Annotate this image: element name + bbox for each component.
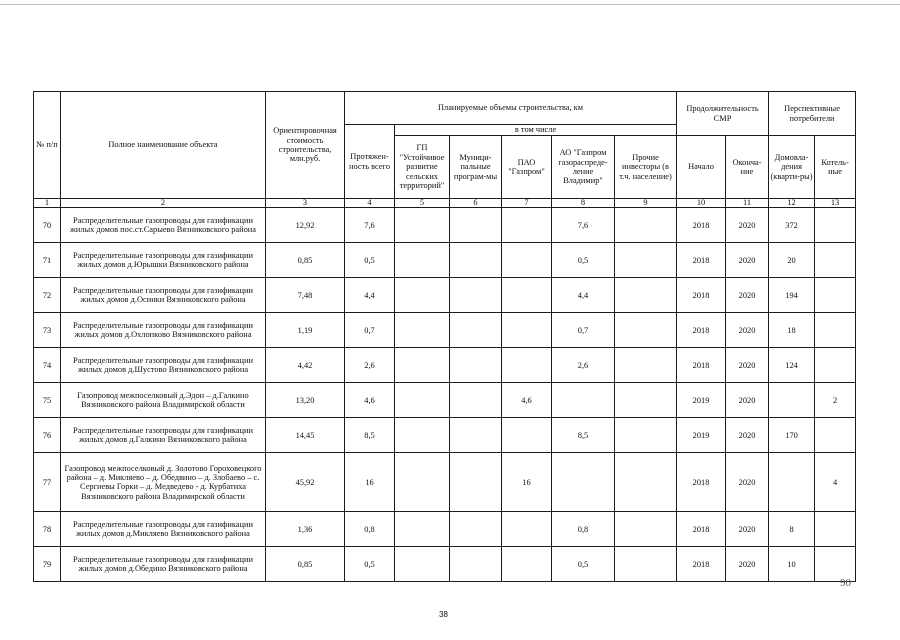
length-cell: 4,4: [345, 278, 395, 313]
other-investors-cell: [615, 278, 677, 313]
other-investors-cell: [615, 453, 677, 512]
start-year-cell: 2018: [677, 547, 726, 582]
row-number: 78: [34, 512, 61, 547]
start-year-cell: 2018: [677, 348, 726, 383]
object-name: Распределительные газопроводы для газификации жилых домов д.Обедино Вязниковского района: [61, 547, 266, 582]
pao-cell: 4,6: [502, 383, 552, 418]
header-consumers: Перспективные потребители: [769, 92, 856, 136]
start-year-cell: 2018: [677, 313, 726, 348]
length-cell: 2,6: [345, 348, 395, 383]
households-cell: 8: [769, 512, 815, 547]
boilers-cell: [815, 208, 856, 243]
ao-cell: [552, 383, 615, 418]
gp-cell: [395, 348, 450, 383]
cost-cell: 12,92: [266, 208, 345, 243]
cost-cell: 7,48: [266, 278, 345, 313]
other-investors-cell: [615, 383, 677, 418]
ao-cell: 0,8: [552, 512, 615, 547]
length-cell: 0,5: [345, 243, 395, 278]
municipal-cell: [450, 453, 502, 512]
object-name: Распределительные газопроводы для газификации жилых домов д.Микляево Вязниковского района: [61, 512, 266, 547]
start-year-cell: 2018: [677, 512, 726, 547]
gp-cell: [395, 313, 450, 348]
table-row: [34, 383, 856, 418]
gp-cell: [395, 208, 450, 243]
households-cell: 124: [769, 348, 815, 383]
column-number: 12: [769, 199, 815, 208]
ao-cell: 7,6: [552, 208, 615, 243]
header-total-length: Протяжен-ность всего: [345, 125, 395, 199]
object-name: Газопровод межпоселковый д. Золотово Гороховецкого района – д. Микляево – д. Обедвино – д. Злобаево – с. Сергиевы Горки – д. Медведево - д. Курбатиха Вязниковского района Владимирской области: [61, 453, 266, 512]
cost-cell: 1,19: [266, 313, 345, 348]
column-number: 13: [815, 199, 856, 208]
pao-cell: [502, 547, 552, 582]
households-cell: [769, 383, 815, 418]
row-number: 72: [34, 278, 61, 313]
header-other-investors: Прочие инвесторы (в т.ч. население): [615, 136, 677, 199]
table-row: [34, 208, 856, 243]
column-number: 10: [677, 199, 726, 208]
object-name: Распределительные газопроводы для газификации жилых домов д.Галкино Вязниковского района: [61, 418, 266, 453]
gp-cell: [395, 383, 450, 418]
table-row: [34, 512, 856, 547]
header-start: Начало: [677, 136, 726, 199]
cost-cell: 0,85: [266, 243, 345, 278]
municipal-cell: [450, 547, 502, 582]
gp-cell: [395, 453, 450, 512]
pao-cell: [502, 208, 552, 243]
municipal-cell: [450, 418, 502, 453]
pao-cell: [502, 243, 552, 278]
column-number: 9: [615, 199, 677, 208]
page-number: 38: [439, 610, 448, 619]
pao-cell: [502, 512, 552, 547]
other-investors-cell: [615, 547, 677, 582]
column-number: 7: [502, 199, 552, 208]
ao-cell: 8,5: [552, 418, 615, 453]
pao-cell: [502, 418, 552, 453]
cost-cell: 14,45: [266, 418, 345, 453]
boilers-cell: [815, 278, 856, 313]
row-number: 73: [34, 313, 61, 348]
other-investors-cell: [615, 313, 677, 348]
municipal-cell: [450, 313, 502, 348]
ao-cell: 4,4: [552, 278, 615, 313]
header-municipal-programs: Муници-пальные програм-мы: [450, 136, 502, 199]
table-body: [34, 208, 856, 582]
length-cell: 0,7: [345, 313, 395, 348]
pao-cell: [502, 278, 552, 313]
header-pao-gazprom: ПАО "Газпром": [502, 136, 552, 199]
ao-cell: 2,6: [552, 348, 615, 383]
header-number: № п/п: [34, 92, 61, 199]
header-end: Оконча-ние: [726, 136, 769, 199]
length-cell: 0,8: [345, 512, 395, 547]
ao-cell: [552, 453, 615, 512]
row-number: 70: [34, 208, 61, 243]
households-cell: 170: [769, 418, 815, 453]
top-rule: [0, 4, 900, 5]
object-name: Газопровод межпоселковый д.Эдон – д.Галкино Вязниковского района Владимирской области: [61, 383, 266, 418]
pao-cell: [502, 313, 552, 348]
length-cell: 7,6: [345, 208, 395, 243]
object-name: Распределительные газопроводы для газификации жилых домов д.Осинки Вязниковского района: [61, 278, 266, 313]
construction-plan-table: [33, 91, 856, 582]
length-cell: 16: [345, 453, 395, 512]
end-year-cell: 2020: [726, 313, 769, 348]
households-cell: 10: [769, 547, 815, 582]
cost-cell: 0,85: [266, 547, 345, 582]
other-investors-cell: [615, 418, 677, 453]
header-boilers: Котель-ные: [815, 136, 856, 199]
municipal-cell: [450, 348, 502, 383]
boilers-cell: 4: [815, 453, 856, 512]
cost-cell: 45,92: [266, 453, 345, 512]
table-row: [34, 418, 856, 453]
boilers-cell: [815, 348, 856, 383]
other-investors-cell: [615, 348, 677, 383]
start-year-cell: 2018: [677, 208, 726, 243]
cost-cell: 13,20: [266, 383, 345, 418]
column-number-row: [34, 199, 856, 208]
header-duration: Продолжительность СМР: [677, 92, 769, 136]
row-number: 76: [34, 418, 61, 453]
end-year-cell: 2020: [726, 278, 769, 313]
households-cell: 20: [769, 243, 815, 278]
municipal-cell: [450, 243, 502, 278]
length-cell: 4,6: [345, 383, 395, 418]
boilers-cell: [815, 313, 856, 348]
table-row: [34, 547, 856, 582]
end-year-cell: 2020: [726, 547, 769, 582]
column-number: 6: [450, 199, 502, 208]
gp-cell: [395, 418, 450, 453]
table-row: [34, 313, 856, 348]
start-year-cell: 2019: [677, 418, 726, 453]
header-object-name: Полное наименование объекта: [61, 92, 266, 199]
header-ao-gazprom: АО "Газпром газораспреде-ление Владимир": [552, 136, 615, 199]
households-cell: 194: [769, 278, 815, 313]
row-number: 74: [34, 348, 61, 383]
households-cell: 18: [769, 313, 815, 348]
length-cell: 8,5: [345, 418, 395, 453]
end-year-cell: 2020: [726, 243, 769, 278]
start-year-cell: 2018: [677, 278, 726, 313]
pao-cell: 16: [502, 453, 552, 512]
table-row: [34, 243, 856, 278]
gp-cell: [395, 243, 450, 278]
column-number: 11: [726, 199, 769, 208]
object-name: Распределительные газопроводы для газификации жилых домов пос.ст.Сарыево Вязниковского района: [61, 208, 266, 243]
municipal-cell: [450, 208, 502, 243]
pao-cell: [502, 348, 552, 383]
row-number: 71: [34, 243, 61, 278]
start-year-cell: 2018: [677, 243, 726, 278]
ao-cell: 0,5: [552, 243, 615, 278]
column-number: 1: [34, 199, 61, 208]
column-number: 8: [552, 199, 615, 208]
end-year-cell: 2020: [726, 512, 769, 547]
other-investors-cell: [615, 208, 677, 243]
end-year-cell: 2020: [726, 418, 769, 453]
start-year-cell: 2018: [677, 453, 726, 512]
row-number: 75: [34, 383, 61, 418]
cost-cell: 1,36: [266, 512, 345, 547]
header-cost: Ориентировочная стоимость строительства, млн.руб.: [266, 92, 345, 199]
households-cell: [769, 453, 815, 512]
boilers-cell: [815, 418, 856, 453]
table-header: [34, 92, 856, 208]
gp-cell: [395, 512, 450, 547]
end-year-cell: 2020: [726, 208, 769, 243]
table-row: [34, 453, 856, 512]
end-year-cell: 2020: [726, 453, 769, 512]
boilers-cell: 2: [815, 383, 856, 418]
column-number: 2: [61, 199, 266, 208]
sheet-mark: 90: [840, 577, 851, 589]
start-year-cell: 2019: [677, 383, 726, 418]
column-number: 4: [345, 199, 395, 208]
other-investors-cell: [615, 512, 677, 547]
length-cell: 0,5: [345, 547, 395, 582]
gp-cell: [395, 547, 450, 582]
municipal-cell: [450, 278, 502, 313]
gp-cell: [395, 278, 450, 313]
table-row: [34, 348, 856, 383]
table-row: [34, 278, 856, 313]
header-planned-volumes: Планируемые объемы строительства, км: [345, 92, 677, 125]
row-number: 79: [34, 547, 61, 582]
other-investors-cell: [615, 243, 677, 278]
row-number: 77: [34, 453, 61, 512]
municipal-cell: [450, 512, 502, 547]
header-including: в том числе: [395, 125, 677, 136]
end-year-cell: 2020: [726, 383, 769, 418]
boilers-cell: [815, 512, 856, 547]
column-number: 3: [266, 199, 345, 208]
header-households: Домовла-дения (кварти-ры): [769, 136, 815, 199]
end-year-cell: 2020: [726, 348, 769, 383]
object-name: Распределительные газопроводы для газификации жилых домов д.Охлопково Вязниковского района: [61, 313, 266, 348]
object-name: Распределительные газопроводы для газификации жилых домов д.Шустово Вязниковского района: [61, 348, 266, 383]
households-cell: 372: [769, 208, 815, 243]
object-name: Распределительные газопроводы для газификации жилых домов д.Юрышки Вязниковского района: [61, 243, 266, 278]
column-number: 5: [395, 199, 450, 208]
header-gp-program: ГП "Устойчивое развитие сельских территорий": [395, 136, 450, 199]
municipal-cell: [450, 383, 502, 418]
ao-cell: 0,5: [552, 547, 615, 582]
ao-cell: 0,7: [552, 313, 615, 348]
cost-cell: 4,42: [266, 348, 345, 383]
boilers-cell: [815, 243, 856, 278]
